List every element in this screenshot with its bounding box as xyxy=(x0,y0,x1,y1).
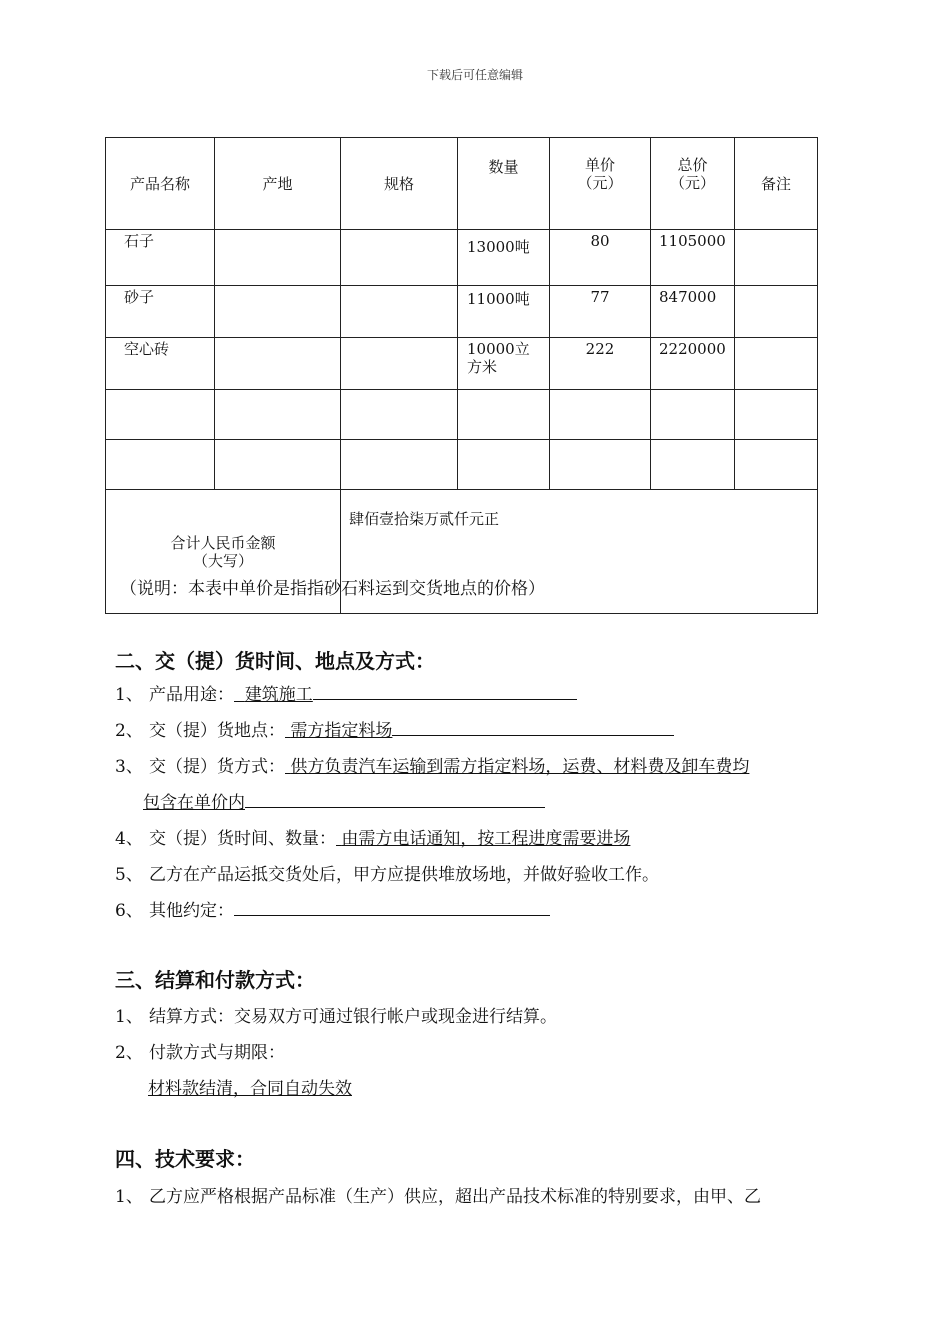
row-total xyxy=(651,440,735,490)
header-cell-spec: 规格 xyxy=(341,138,458,230)
table-row xyxy=(106,286,818,338)
section2-item-1 xyxy=(115,680,577,705)
row-total xyxy=(651,390,735,440)
row-origin xyxy=(215,338,341,390)
row-origin xyxy=(215,440,341,490)
row-name: 空心砖 xyxy=(106,338,215,390)
fill-line xyxy=(245,789,545,808)
item-number: 6、 xyxy=(115,901,143,921)
section4-title: 四、技术要求： xyxy=(115,1147,255,1171)
item-number: 3、 xyxy=(115,757,143,777)
item-value: 需方指定料场 xyxy=(290,721,393,741)
item-number: 5、 xyxy=(115,865,143,885)
table-row xyxy=(106,390,818,440)
item-number: 1、 xyxy=(115,1007,143,1027)
row-price xyxy=(550,440,651,490)
section3-item-1 xyxy=(115,1002,557,1027)
item-value: 包含在单价内 xyxy=(143,793,245,813)
row-qty xyxy=(458,390,550,440)
row-price xyxy=(550,390,651,440)
row-name: 砂子 xyxy=(106,286,215,338)
section3-title: 三、结算和付款方式： xyxy=(115,968,315,992)
table-row xyxy=(106,440,818,490)
section2-item-2 xyxy=(115,716,674,741)
header-cell-quantity: 数量 xyxy=(458,138,550,230)
row-spec xyxy=(341,338,458,390)
section4-item-1 xyxy=(115,1182,761,1207)
item-number: 4、 xyxy=(115,829,143,849)
payment-detail-value: 材料款结清，合同自动失效 xyxy=(148,1079,352,1099)
item-value: 由需方电话通知，按工程进度需要进场 xyxy=(341,829,631,849)
section2-item-6 xyxy=(115,896,550,921)
section2-item-3-continued xyxy=(143,788,545,813)
item-number: 1、 xyxy=(115,685,143,705)
payment-detail xyxy=(148,1074,352,1099)
item-text: 乙方应严格根据产品标准（生产）供应，超出产品技术标准的特别要求，由甲、乙 xyxy=(149,1187,761,1207)
item-text: 结算方式：交易双方可通过银行帐户或现金进行结算。 xyxy=(149,1007,557,1027)
fill-line xyxy=(313,681,577,700)
item-label: 交（提）货方式： xyxy=(149,757,285,777)
section2-item-4 xyxy=(115,824,630,849)
total-amount-value: 肆佰壹拾柒万贰仟元正 xyxy=(341,490,818,614)
item-text: 乙方在产品运抵交货处后，甲方应提供堆放场地，并做好验收工作。 xyxy=(149,865,659,885)
row-origin xyxy=(215,230,341,286)
row-price: 222 xyxy=(550,338,651,390)
item-number: 2、 xyxy=(115,721,143,741)
row-qty: 11000吨 xyxy=(458,286,550,338)
item-label: 其他约定： xyxy=(149,901,234,921)
total-amount-label: 合计人民币金额 （大写） xyxy=(106,490,341,614)
row-name xyxy=(106,390,215,440)
row-spec xyxy=(341,440,458,490)
section3-item-2 xyxy=(115,1038,285,1063)
row-spec xyxy=(341,230,458,286)
section2-title: 二、交（提）货时间、地点及方式： xyxy=(115,649,435,673)
row-qty: 10000立 方米 xyxy=(458,338,550,390)
header-note: 下载后可任意编辑 xyxy=(426,68,523,82)
item-value: 供方负责汽车运输到需方指定料场，运费、材料费及卸车费均 xyxy=(290,757,750,777)
row-note xyxy=(735,286,818,338)
item-text: 付款方式与期限： xyxy=(149,1043,285,1063)
table-row xyxy=(106,230,818,286)
row-note xyxy=(735,440,818,490)
row-qty xyxy=(458,440,550,490)
header-cell-unit-price: 单价 （元） xyxy=(550,138,651,230)
item-number: 1、 xyxy=(115,1187,143,1207)
row-price: 77 xyxy=(550,286,651,338)
fill-line xyxy=(234,897,550,916)
item-label: 交（提）货地点： xyxy=(149,721,285,741)
fill-line xyxy=(392,717,674,736)
item-value: 建筑施工 xyxy=(244,685,313,705)
row-note xyxy=(735,390,818,440)
row-spec xyxy=(341,286,458,338)
table-row xyxy=(106,338,818,390)
item-label: 交（提）货时间、数量： xyxy=(149,829,336,849)
row-total: 1105000 xyxy=(651,230,735,286)
header-cell-total-price: 总价 （元） xyxy=(651,138,735,230)
row-origin xyxy=(215,390,341,440)
row-note xyxy=(735,230,818,286)
header-cell-product-name: 产品名称 xyxy=(106,138,215,230)
row-qty: 13000吨 xyxy=(458,230,550,286)
row-total: 2220000 xyxy=(651,338,735,390)
row-name: 石子 xyxy=(106,230,215,286)
row-note xyxy=(735,338,818,390)
section2-item-3 xyxy=(115,752,749,777)
table-header-row xyxy=(106,138,818,230)
row-spec xyxy=(341,390,458,440)
item-label: 产品用途： xyxy=(149,685,234,705)
header-cell-origin: 产地 xyxy=(215,138,341,230)
row-origin xyxy=(215,286,341,338)
row-name xyxy=(106,440,215,490)
row-price: 80 xyxy=(550,230,651,286)
section2-item-5 xyxy=(115,860,659,885)
header-cell-note: 备注 xyxy=(735,138,818,230)
row-total: 847000 xyxy=(651,286,735,338)
item-number: 2、 xyxy=(115,1043,143,1063)
table-explanation: （说明：本表中单价是指指砂石料运到交货地点的价格） xyxy=(120,579,545,599)
goods-table xyxy=(105,137,818,614)
